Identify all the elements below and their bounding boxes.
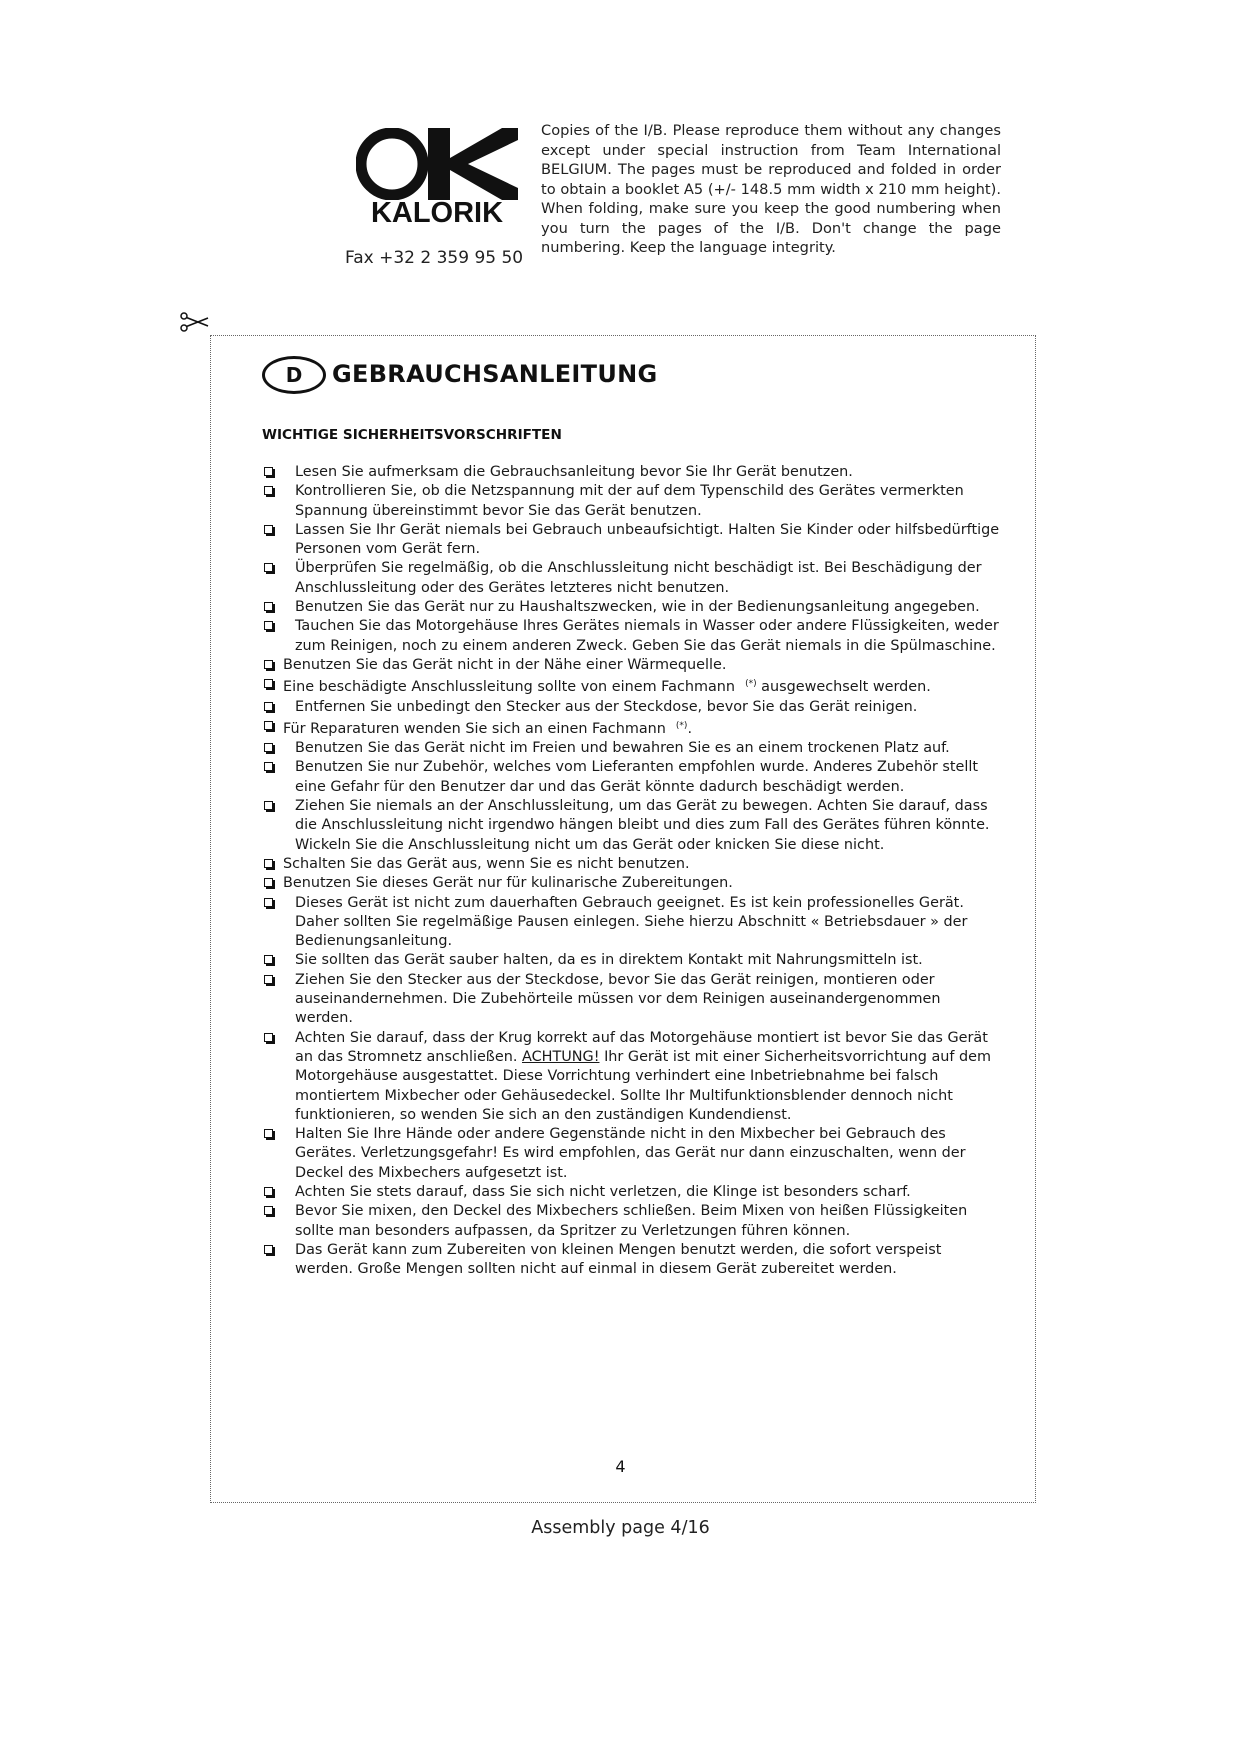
list-item: Tauchen Sie das Motorgehäuse Ihres Gerätes niemals in Wasser oder andere Flüssigkeiten, weder zum Reinigen, noch zu einem anderen Zweck. Geben Sie das Gerät niemals in die Spülmaschine.	[262, 617, 1000, 656]
checkbox-icon	[264, 1206, 273, 1215]
checkbox-icon	[264, 525, 273, 534]
list-item: Kontrollieren Sie, ob die Netzspannung mit der auf dem Typenschild des Gerätes vermerkten Spannung übereinstimmt bevor Sie das Gerät benutzen.	[262, 482, 1000, 521]
list-item: Halten Sie Ihre Hände oder andere Gegenstände nicht in den Mixbecher bei Gebrauch des Gerätes. Verletzungsgefahr! Es wird empfohlen, das Gerät nur dann einzuschalten, wenn der Deckel des Mixbechers aufgesetzt ist.	[262, 1125, 1000, 1183]
list-item: Benutzen Sie das Gerät nur zu Haushaltszwecken, wie in der Bedienungsanleitung angegeben.	[262, 598, 1000, 617]
copies-instruction: Copies of the I/B. Please reproduce them without any changes except under special instruction from Team International BELGIUM. The pages must be reproduced and folded in order to obtain a booklet A5 (+/- 148.5 mm width x 210 mm height). When folding, make sure you keep the good numbering when you turn the pages of the I/B. Don't change the page numbering. Keep the language integrity.	[541, 122, 1001, 256]
checkbox-icon	[264, 602, 273, 611]
checkbox-icon	[264, 859, 273, 868]
assembly-page-label: Assembly page 4/16	[531, 1518, 710, 1538]
list-item: Benutzen Sie dieses Gerät nur für kulinarische Zubereitungen.	[262, 874, 1000, 893]
fax-number: Fax +32 2 359 95 50	[345, 248, 524, 268]
list-item: Achten Sie darauf, dass der Krug korrekt auf das Motorgehäuse montiert ist bevor Sie das Gerät an das Stromnetz anschließen. ACHTUNG! Ihr Gerät ist mit einer Sicherheitsvorrichtung auf dem Motorgehäuse ausgestattet. Diese Vorrichtung verhindert eine Inbetriebnahme bei falsch montiertem Mixbecher oder Gehäusedeckel. Sollte Ihr Multifunktionsblender dennoch nicht funktionieren, so wenden Sie sich an den zuständigen Kundendienst.	[262, 1029, 1000, 1125]
checkbox-icon	[264, 1033, 273, 1042]
checkbox-icon	[264, 743, 273, 752]
section-heading: WICHTIGE SICHERHEITSVORSCHRIFTEN	[262, 427, 562, 443]
list-item: Dieses Gerät ist nicht zum dauerhaften Gebrauch geeignet. Es ist kein professionelles Gerät. Daher sollten Sie regelmäßige Pausen einlegen. Siehe hierzu Abschnitt « Betriebsdauer » der Bedienungsanleitung.	[262, 894, 1000, 952]
list-item: Bevor Sie mixen, den Deckel des Mixbechers schließen. Beim Mixen von heißen Flüssigkeiten sollte man besonders aufpassen, da Spritzer zu Verletzungen führen können.	[262, 1202, 1000, 1241]
checkbox-icon	[264, 467, 273, 476]
checkbox-icon	[264, 975, 273, 984]
footnote-mark: (*)	[745, 679, 757, 690]
checkbox-icon	[264, 801, 273, 810]
checkbox-icon	[264, 702, 273, 711]
list-item: Für Reparaturen wenden Sie sich an einen Fachmann (*).	[262, 717, 1000, 739]
list-item: Lassen Sie Ihr Gerät niemals bei Gebrauch unbeaufsichtigt. Halten Sie Kinder oder hilfsbedürftige Personen vom Gerät fern.	[262, 521, 1000, 560]
list-item: Eine beschädigte Anschlussleitung sollte von einem Fachmann (*) ausgewechselt werden.	[262, 675, 1000, 697]
kalorik-logo	[356, 128, 518, 230]
list-item: Überprüfen Sie regelmäßig, ob die Anschlussleitung nicht beschädigt ist. Bei Beschädigung der Anschlussleitung oder des Gerätes letzteres nicht benutzen.	[262, 559, 1000, 598]
brand-name: KALORIK	[370, 197, 504, 229]
list-item: Lesen Sie aufmerksam die Gebrauchsanleitung bevor Sie Ihr Gerät benutzen.	[262, 463, 1000, 482]
list-item: Das Gerät kann zum Zubereiten von kleinen Mengen benutzt werden, die sofort verspeist werden. Große Mengen sollten nicht auf einmal in diesem Gerät zubereitet werden.	[262, 1241, 1000, 1280]
list-item: Benutzen Sie das Gerät nicht in der Nähe einer Wärmequelle.	[262, 656, 1000, 675]
list-item: Benutzen Sie das Gerät nicht im Freien und bewahren Sie es an einem trockenen Platz auf.	[262, 739, 1000, 758]
checkbox-icon	[264, 486, 273, 495]
checkbox-icon	[264, 621, 273, 630]
checkbox-icon	[264, 563, 273, 572]
list-item: Schalten Sie das Gerät aus, wenn Sie es nicht benutzen.	[262, 855, 1000, 874]
scissors-icon	[178, 308, 212, 336]
page-title: GEBRAUCHSANLEITUNG	[332, 360, 658, 388]
page-number: 4	[615, 1457, 626, 1476]
list-item: Ziehen Sie niemals an der Anschlussleitung, um das Gerät zu bewegen. Achten Sie darauf, dass die Anschlussleitung nicht irgendwo hängen bleibt und dies zum Fall des Gerätes führen könnte. Wickeln Sie die Anschlussleitung nicht um das Gerät oder knicken Sie diese nicht.	[262, 797, 1000, 855]
language-badge: D	[262, 356, 326, 394]
footnote-mark: (*)	[675, 720, 688, 731]
checkbox-icon	[264, 955, 273, 964]
checkbox-icon	[264, 898, 273, 907]
list-item: Sie sollten das Gerät sauber halten, da es in direktem Kontakt mit Nahrungsmitteln ist.	[262, 951, 1000, 970]
kalorik-logo-icon	[356, 128, 518, 200]
list-item: Entfernen Sie unbedingt den Stecker aus der Steckdose, bevor Sie das Gerät reinigen.	[262, 698, 1000, 717]
checkbox-icon	[264, 721, 273, 730]
safety-list	[262, 463, 1000, 1279]
list-item: Ziehen Sie den Stecker aus der Steckdose, bevor Sie das Gerät reinigen, montieren oder auseinandernehmen. Die Zubehörteile müssen vor dem Reinigen auseinandergenommen werden.	[262, 971, 1000, 1029]
checkbox-icon	[264, 660, 273, 669]
checkbox-icon	[264, 1129, 273, 1138]
checkbox-icon	[264, 679, 273, 688]
checkbox-icon	[264, 1245, 273, 1254]
list-item: Achten Sie stets darauf, dass Sie sich nicht verletzen, die Klinge ist besonders scharf.	[262, 1183, 1000, 1202]
checkbox-icon	[264, 878, 273, 887]
warning-label: ACHTUNG!	[522, 1048, 600, 1065]
checkbox-icon	[264, 762, 273, 771]
list-item: Benutzen Sie nur Zubehör, welches vom Lieferanten empfohlen wurde. Anderes Zubehör stellt eine Gefahr für den Benutzer dar und das Gerät könnte dadurch beschädigt werden.	[262, 758, 1000, 797]
checkbox-icon	[264, 1187, 273, 1196]
